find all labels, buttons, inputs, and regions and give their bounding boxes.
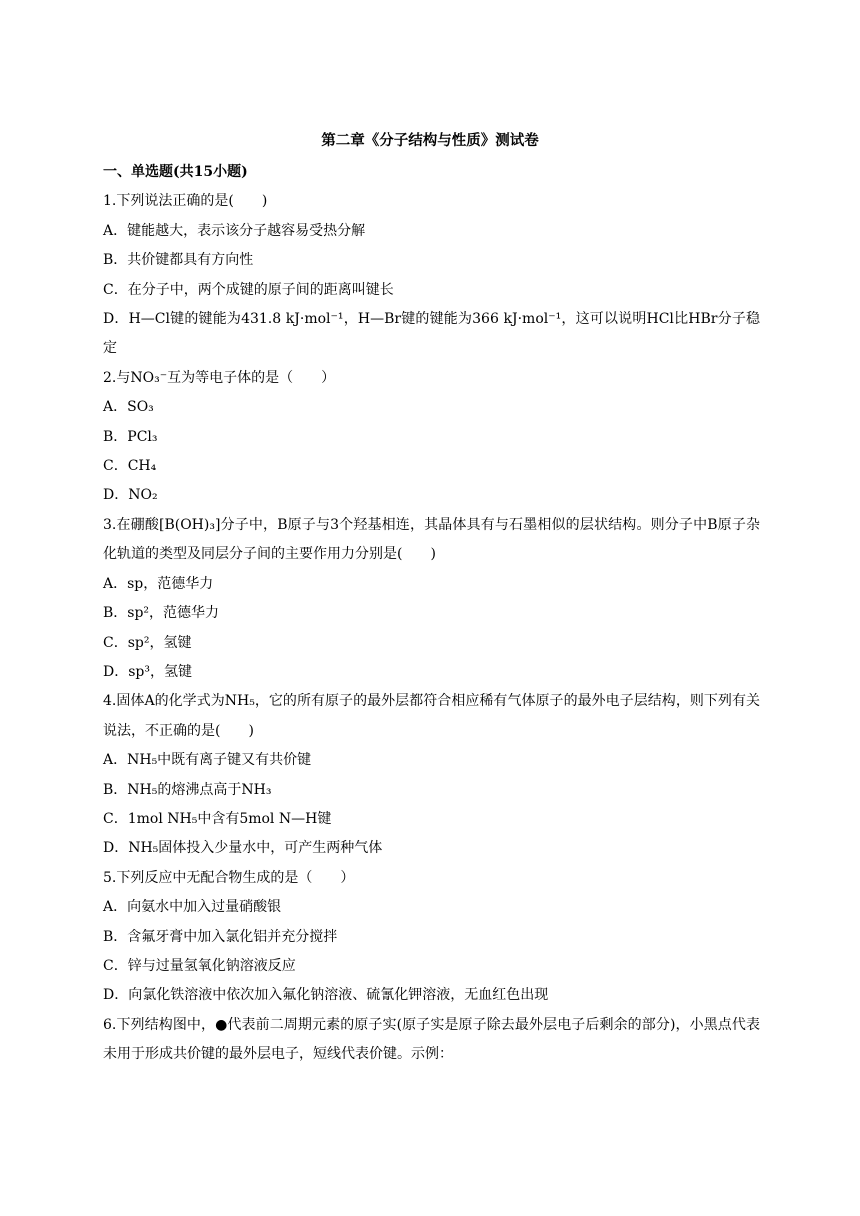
question-4-option-a: A．NH₅中既有离子键又有共价键 xyxy=(103,752,312,769)
question-1-option-b: B．共价键都具有方向性 xyxy=(103,252,254,269)
question-3-option-b: B．sp²，范德华力 xyxy=(103,605,220,622)
question-2-option-d: D．NO₂ xyxy=(103,487,158,504)
question-2-option-a: A．SO₃ xyxy=(103,399,154,416)
question-5-option-d: D．向氯化铁溶液中依次加入氟化钠溶液、硫氰化钾溶液，无血红色出现 xyxy=(103,987,549,1004)
question-4-option-d: D．NH₅固体投入少量水中，可产生两种气体 xyxy=(103,840,383,857)
question-4-option-c: C．1mol NH₅中含有5mol N—H键 xyxy=(103,810,332,827)
question-6-stem: 6.下列结构图中，●代表前二周期元素的原子实(原子实是原子除去最外层电子后剩余的部分)，小黑点代表未用于形成共价键的最外层电子，短线代表价键。示例： xyxy=(103,1016,760,1063)
question-2-option-b: B．PCl₃ xyxy=(103,428,158,445)
question-4-option-b: B．NH₅的熔沸点高于NH₃ xyxy=(103,781,272,798)
question-5-option-b: B．含氟牙膏中加入氯化铝并充分搅拌 xyxy=(103,928,338,945)
question-1-option-d: D．H—Cl键的键能为431.8 kJ·mol⁻¹，H—Br键的键能为366 kJ·mol⁻¹，这可以说明HCl比HBr分子稳定 xyxy=(103,311,760,357)
question-2-option-c: C．CH₄ xyxy=(103,458,157,475)
question-1-stem: 1.下列说法正确的是( ) xyxy=(103,193,268,210)
question-5-option-a: A．向氨水中加入过量硝酸银 xyxy=(103,899,282,916)
question-4-stem: 4.固体A的化学式为NH₅，它的所有原子的最外层都符合相应稀有气体原子的最外电子层结构，则下列有关说法，不正确的是( ) xyxy=(103,693,760,739)
question-3-option-a: A．sp，范德华力 xyxy=(103,575,214,592)
question-1-option-c: C．在分子中，两个成键的原子间的距离叫键长 xyxy=(103,281,394,298)
question-3-option-d: D．sp³，氢键 xyxy=(103,663,192,680)
question-5-stem: 5.下列反应中无配合物生成的是（ ） xyxy=(103,869,355,886)
question-2-stem: 2.与NO₃⁻互为等电子体的是（ ） xyxy=(103,369,336,386)
section-heading: 一、单选题(共15小题) xyxy=(103,164,248,180)
document-title: 第二章《分子结构与性质》测试卷 xyxy=(321,132,539,149)
document-body xyxy=(103,158,760,1070)
question-3-option-c: C．sp²，氢键 xyxy=(103,634,192,651)
question-3-stem: 3.在硼酸[B(OH)₃]分子中，B原子与3个羟基相连，其晶体具有与石墨相似的层状结构。则分子中B原子杂化轨道的类型及同层分子间的主要作用力分别是( ) xyxy=(103,516,760,563)
question-5-option-c: C．锌与过量氢氧化钠溶液反应 xyxy=(103,957,296,974)
question-1-option-a: A．键能越大，表示该分子越容易受热分解 xyxy=(103,222,366,239)
